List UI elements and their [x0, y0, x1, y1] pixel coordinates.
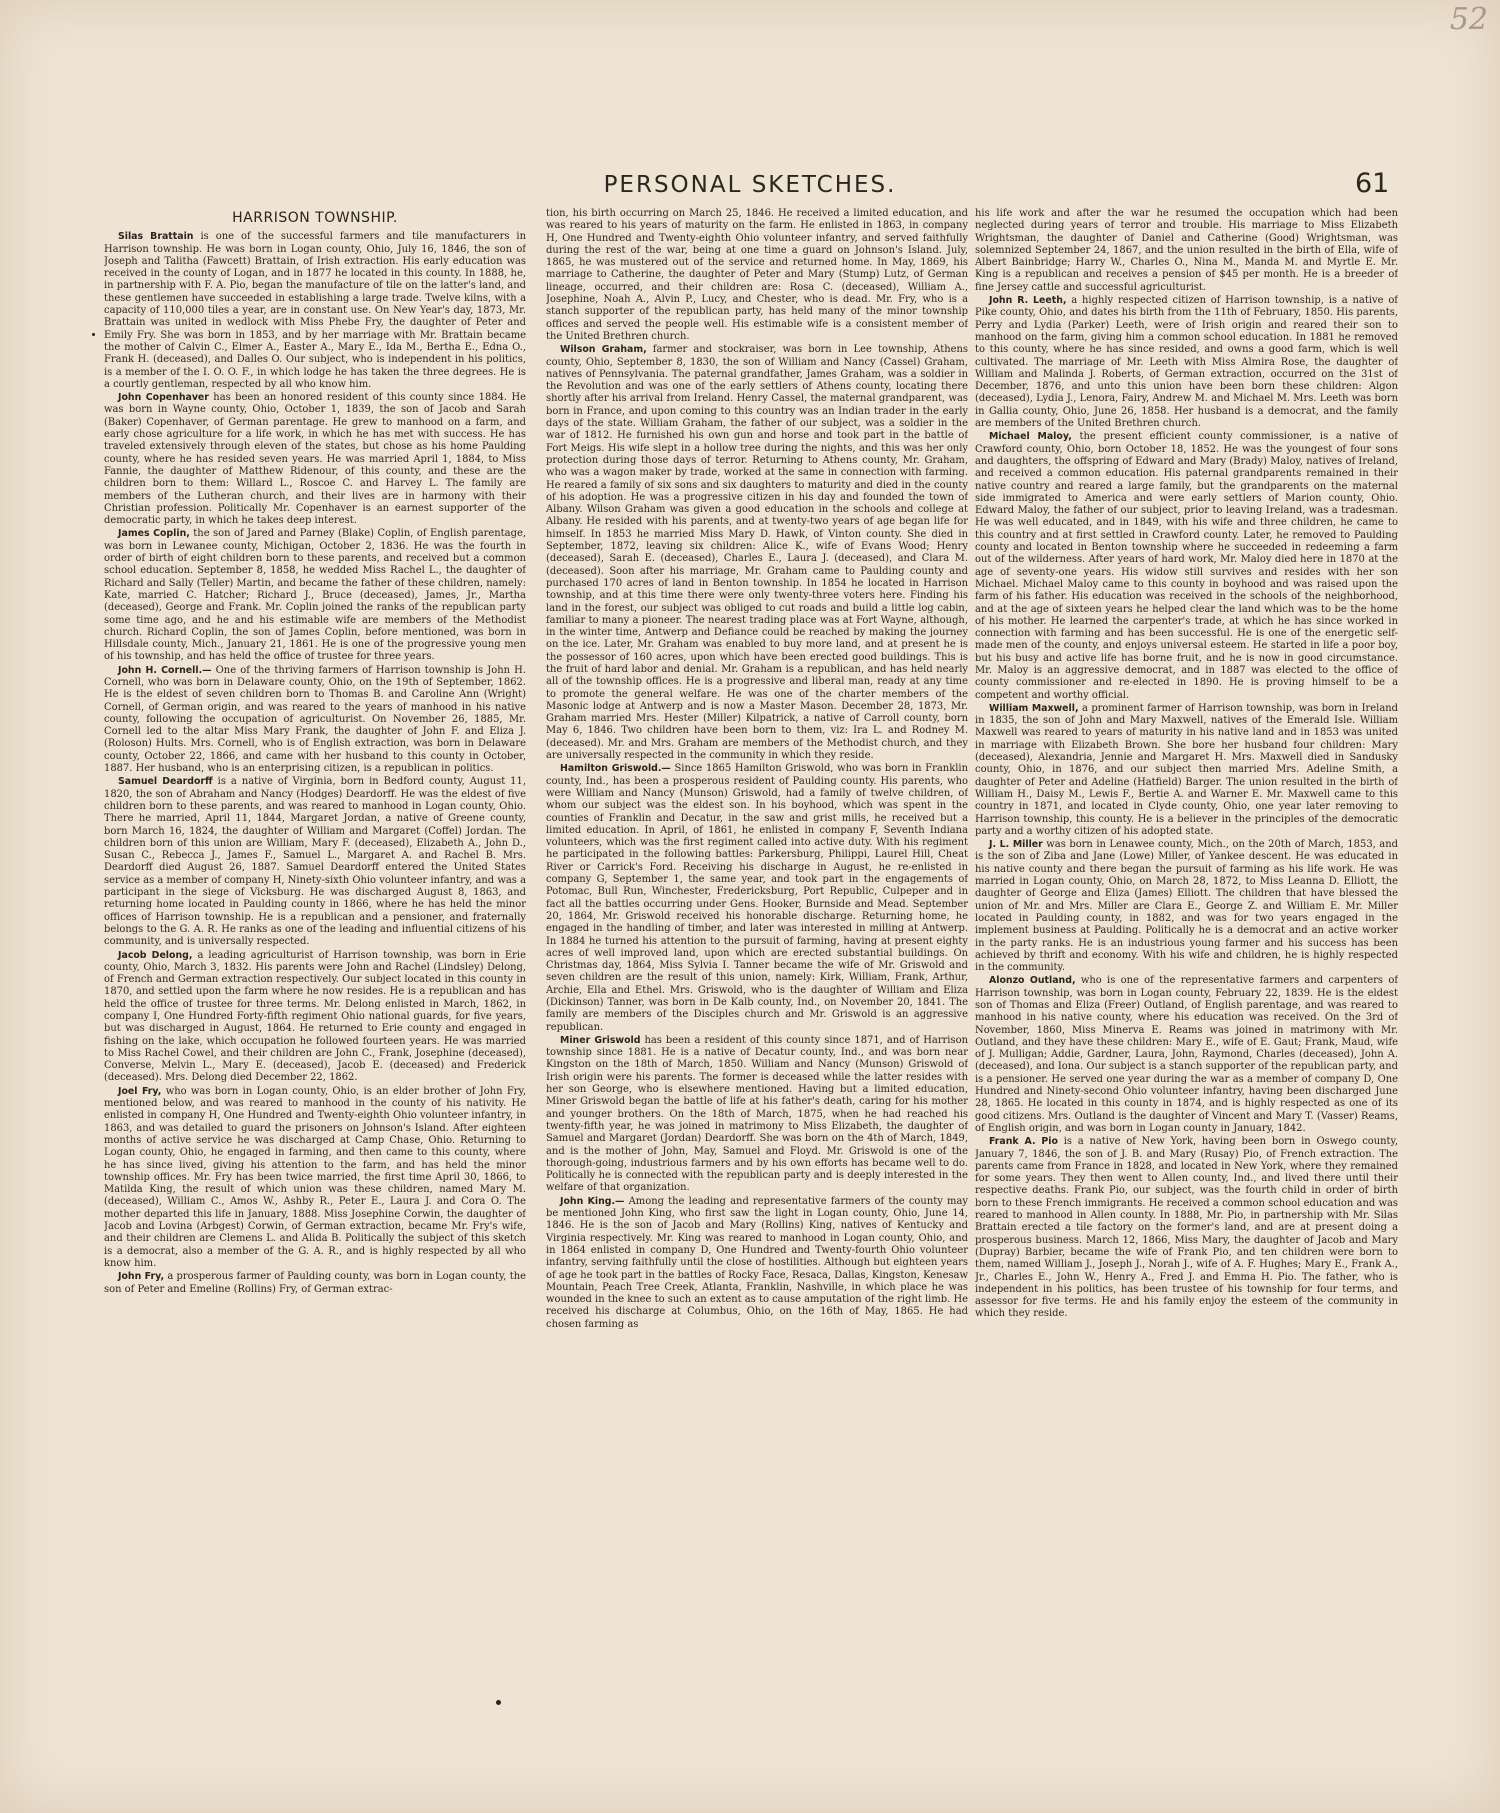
text-column-3	[975, 208, 1398, 1768]
sketch-name: William Maxwell,	[989, 702, 1079, 714]
archive-mark: 52	[1449, 2, 1488, 37]
sketch-paragraph	[104, 776, 526, 948]
sketch-paragraph	[104, 950, 526, 1085]
sketch-name: John Copenhaver	[118, 392, 209, 404]
sketch-paragraph	[546, 208, 968, 343]
sketch-name: Wilson Graham,	[560, 344, 647, 356]
sketch-paragraph	[975, 839, 1398, 974]
sketch-name: J. L. Miller	[989, 839, 1043, 851]
sketch-paragraph	[975, 975, 1398, 1135]
print-dot	[496, 1700, 501, 1705]
sketch-text: who was born in Logan county, Ohio, is an elder brother of John Fry, mentioned below, and was reared to manhood in the county of his nativity. He enlisted in company H, One Hundred and Twenty-eighth Ohio volunteer infantry, in 1863, and was detailed to guard the prisoners on Johnson's Island. After eighteen months of active service he was discharged at Camp Chase, Ohio. Returning to Logan county, Ohio, he engaged in farming, and then came to this county, where he has since lived, giving his attention to the farm, and has held the minor township offices. Mr. Fry has been twice married, the first time April 30, 1866, to Matilda King, the result of which union was these children, named Mary M. (deceased), William C., Amos W., Ashby R., Peter E., Laura J. and Cora O. The mother departed this life in January, 1888. Miss Josephine Corwin, the daughter of Jacob and Lovina (Arbgest) Corwin, of German extraction, became Mr. Fry's wife, and their children are Clemens L. and Alida B. Politically the subject of this sketch is a democrat, also a member of the G. A. R., and is highly respected by all who know him.	[104, 1085, 526, 1269]
sketch-paragraph	[546, 1035, 968, 1195]
column-body	[104, 231, 526, 1296]
sketch-paragraph	[104, 528, 526, 663]
text-column-2	[546, 208, 968, 1768]
sketch-text: has been an honored resident of this county since 1884. He was born in Wayne county, Ohio, October 1, 1839, the son of Jacob and Sarah (Baker) Copenhaver, of German parentage. He grew to manhood on a farm, and early chose agriculture for a life work, in which he has met with success. He has traveled extensively through eleven of the states, but chose as his home Paulding county, where he has resided seven years. He was married April 1, 1884, to Miss Fannie, the daughter of Matthew Ridenour, of this county, and these are the children born to them: Willard L., Roscoe C. and Harvey L. The family are members of the Lutheran church, and their lives are in harmony with their Christian profession. Politically Mr. Copenhaver is an earnest supporter of the democratic party, in which he takes deep interest.	[104, 392, 526, 527]
sketch-paragraph	[975, 703, 1398, 838]
sketch-text: a prominent farmer of Harrison township, was born in Ireland in 1835, the son of John and Mary Maxwell, natives of the Emerald Isle. William Maxwell was reared to years of maturity in his native land and in 1853 was united in marriage with Elizabeth Brown. She bore her husband four children: Mary (deceased), Alexandria, Jennie and Margaret H. Mrs. Maxwell died in Sandusky county, Ohio, in 1876, and our subject then married Mrs. Adeline Smith, a daughter of Peter and Adeline (Hatfield) Barger. The union resulted in the birth of William H., Daisy M., Lewis F., Bertie A. and Warner E. Mr. Maxwell came to this country in 1871, and located in Clyde county, Ohio, one year later removing to Harrison township, this county. He is a believer in the principles of the democratic party and a worthy citizen of his adopted state.	[975, 702, 1398, 837]
sketch-paragraph	[975, 1136, 1398, 1320]
sketch-text: is a native of Virginia, born in Bedford county, August 11, 1820, the son of Abraham and Nancy (Hodges) Deardorff. He was the eldest of five children born to these parents, and was reared to manhood in Logan county, Ohio. There he married, April 11, 1844, Margaret Jordan, a native of Greene county, born March 16, 1824, the daughter of William and Margaret (Coffel) Jordan. The children born of this union are William, Mary F. (deceased), Elizabeth A., John D., Susan C., Rebecca J., James F., Samuel L., Margaret A. and Rachel B. Mrs. Deardorff died August 26, 1887. Samuel Deardorff entered the United States service as a member of company H, Ninety-sixth Ohio volunteer infantry, and was a participant in the siege of Vicksburg. He was discharged August 8, 1863, and returning home located in Paulding county in 1866, where he has held the minor offices of Harrison township. He is a republican and a pensioner, and fraternally belongs to the G. A. R. He ranks as one of the leading and influential citizens of his community, and is universally respected.	[104, 776, 526, 948]
column-body	[546, 208, 968, 1331]
sketch-paragraph	[104, 1271, 526, 1296]
sketch-name: John Fry,	[118, 1271, 165, 1283]
sketch-name: Michael Maloy,	[989, 431, 1072, 443]
sketch-paragraph	[546, 763, 968, 1034]
sketch-text: Since 1865 Hamilton Griswold, who was born in Franklin county, Ind., has been a prosperous resident of Paulding county. His parents, who were William and Nancy (Munson) Griswold, had a family of twelve children, of whom our subject was the eldest son. In his boyhood, which was spent in the counties of Franklin and Decatur, in the saw and grist mills, he received but a limited education. In April, of 1861, he enlisted in company F, Seventh Indiana volunteers, which was the first regiment called into active duty. With his regiment he participated in the following battles: Parkersburg, Philippi, Laurel Hill, Cheat River or Carrick's Ford. Receiving his discharge in August, he re-enlisted in company G, September 1, the same year, and took part in the engagements of Potomac, Bull Run, Winchester, Fredericksburg, Port Republic, Culpeper and in fact all the battles occurring under Gens. Hooker, Burnside and Mead. September 20, 1864, Mr. Griswold received his honorable discharge. Returning home, he engaged in the handling of timber, and later was interested in milling at Antwerp. In 1884 he turned his attention to the pursuit of farming, having at present eighty acres of well improved land, upon which are erected substantial buildings. On Christmas day, 1864, Miss Sylvia I. Tanner became the wife of Mr. Griswold and seven children are the result of this union, namely: Kirk, William, Frank, Arthur, Archie, Ella and Ethel. Mrs. Griswold, who is the daughter of William and Eliza (Dickinson) Tanner, was born in De Kalb county, Ind., on November 20, 1841. The family are members of the Disciples church and Mr. Griswold is an aggressive republican.	[546, 763, 968, 1033]
sketch-name: Miner Griswold	[560, 1034, 641, 1046]
sketch-text: his life work and after the war he resumed the occupation which had been neglected during years of terror and trouble. His marriage to Miss Elizabeth Wrightsman, the daughter of Daniel and Catherine (Good) Wrightsman, was solemnized September 24, 1867, and the union resulted in the birth of Ella, wife of Albert Bainbridge; Harry W., Charles O., Nina M., Manda M. and Myrtle E. Mr. King is a republican and receives a pension of $45 per month. He is a breeder of fine Jersey cattle and successful agriculturist.	[975, 208, 1398, 293]
sketch-paragraph	[975, 295, 1398, 430]
sketch-name: James Coplin,	[118, 528, 190, 540]
sketch-name: Jacob Delong,	[118, 949, 193, 961]
sketch-name: Alonzo Outland,	[989, 975, 1076, 987]
sketch-text: Among the leading and representative farmers of the county may be mentioned John King, who first saw the light in Logan county, Ohio, June 14, 1846. He is the son of Jacob and Mary (Rollins) King, natives of Kentucky and Virginia respectively. Mr. King was reared to manhood in Logan county, Ohio, and in 1864 enlisted in company D, One Hundred and Twenty-fourth Ohio volunteer infantry, serving faithfully until the close of hostilities. Although but eighteen years of age he took part in the battles of Rocky Face, Resaca, Dallas, Kingston, Kenesaw Mountain, Peach Tree Creek, Atlanta, Franklin, Nashville, in which place he was wounded in the knee to such an extent as to cause amputation of the right limb. He received his discharge at Columbus, Ohio, on the 16th of May, 1865. He had chosen farming as	[546, 1195, 968, 1330]
sketch-name: Frank A. Pio	[989, 1136, 1058, 1148]
sketch-text: is one of the successful farmers and tile manufacturers in Harrison township. He was born in Logan county, Ohio, July 16, 1846, the son of Joseph and Talitha (Fawcett) Brattain, of Irish extraction. His early education was received in the county of Logan, and in 1877 he located in this county. In 1888, he, in partnership with F. A. Pio, began the manufacture of tile on the latter's land, and these gentlemen have succeeded in establishing a large trade. Twelve kilns, with a capacity of 110,000 tiles a year, are in constant use. On New Year's day, 1873, Mr. Brattain was united in wedlock with Miss Phebe Fry, the daughter of Peter and Emily Fry. She was born in 1853, and by her marriage with Mr. Brattain became the mother of Calvin C., Elmer A., Easter A., Mary E., Ida M., Bertha E., Edna O., Frank H. (deceased), and Dalles O. Our subject, who is independent in his politics, is a member of the I. O. O. F., in which lodge he has taken the three degrees. He is a courtly gentleman, respected by all who know him.	[104, 231, 526, 390]
sketch-name: Silas Brattain	[118, 231, 194, 243]
sketch-text: One of the thriving farmers of Harrison township is John H. Cornell, who was born in Delaware county, Ohio, on the 19th of September, 1862. He is the eldest of seven children born to Thomas B. and Caroline Ann (Wright) Cornell, of German origin, and was reared to the years of manhood in his native county, following the occupation of agriculturist. On November 26, 1885, Mr. Cornell led to the altar Miss Mary Frank, the daughter of John F. and Eliza J. (Roloson) Hults. Mrs. Cornell, who is of English extraction, was born in Delaware county, October 22, 1866, and came with her husband to this county in October, 1887. Her husband, who is an enterprising citizen, is a republican in politics.	[104, 664, 526, 775]
sketch-name: John King.—	[560, 1195, 625, 1207]
sketch-name: John R. Leeth,	[989, 295, 1067, 307]
sketch-paragraph	[104, 231, 526, 391]
sketch-paragraph	[546, 344, 968, 762]
sketch-text: has been a resident of this county since 1871, and of Harrison township since 1881. He is a native of Decatur county, Ind., and was born near Kingston on the 18th of March, 1850. William and Nancy (Munson) Griswold of Irish origin were his parents. The former is deceased while the latter resides with her son George, who is elsewhere mentioned. Having but a limited education, Miner Griswold began the battle of life at his father's death, caring for his mother and younger brothers. On the 18th of March, 1875, when he had reached his twenty-fifth year, he was joined in matrimony to Miss Elizabeth, the daughter of Samuel and Margaret (Jordan) Deardorff. She was born on the 4th of March, 1849, and is the mother of John, May, Samuel and Floyd. Mr. Griswold is one of the thorough-going, industrious farmers and by his own efforts has became well to do. Politically he is connected with the republican party and is deeply interested in the welfare of that organization.	[546, 1034, 968, 1194]
sketch-paragraph	[975, 208, 1398, 294]
page-header	[0, 168, 1500, 206]
sketch-text: farmer and stockraiser, was born in Lee township, Athens county, Ohio, September 8, 1830, the son of William and Nancy (Cassel) Graham, natives of Pennsylvania. The paternal grandfather, James Graham, was a soldier in the Revolution and was one of the early settlers of Athens county, locating there shortly after his arrival from Ireland. Henry Cassel, the maternal grandparent, was born in France, and upon coming to this country was an Indian trader in the early days of the state. William Graham, the father of our subject, was a soldier in the war of 1812. He furnished his own gun and horse and took part in the battle of Fort Meigs. His wife slept in a hollow tree during the nights, and this was her only protection during those days of terror. Returning to Athens county, Mr. Graham, who was a wagon maker by trade, worked at the same in connection with farming. He reared a family of six sons and six daughters to maturity and died in the county of his adoption. He was a progressive citizen in his day and founded the town of Albany. Wilson Graham was given a good education in the schools and college at Albany. He resided with his parents, and at twenty-two years of age began life for himself. In 1853 he married Miss Mary D. Hawk, of Vinton county. She died in September, 1872, leaving six children: Alice K., wife of Evans Wood; Henry (deceased), Sarah E. (deceased), Charles E., Laura J. (deceased), and Clara M. (deceased). Soon after his marriage, Mr. Graham came to Paulding county and purchased 170 acres of land in Benton township. In 1854 he located in Harrison township, and at this time there were only twenty-three voters here. Finding his land in the forest, our subject was obliged to cut roads and build a little log cabin, familiar to many a pioneer. The nearest trading place was at Fort Wayne, although, in the winter time, Antwerp and Defiance could be reached by making the journey on the ice. Later, Mr. Graham was enabled to buy more land, and at present he is the possessor of 160 acres, upon which have been erected good buildings. This is the fruit of hard labor and denial. Mr. Graham is a republican, and has held nearly all of the township offices. He is a progressive and liberal man, ready at any time to promote the general welfare. He was one of the charter members of the Masonic lodge at Antwerp and is now a Master Mason. December 28, 1873, Mr. Graham married Mrs. Hester (Miller) Kilpatrick, a native of Carroll county, born May 6, 1846. Two children have been born to them, viz: Ira L. and Rodney M. (deceased). Mr. and Mrs. Graham are members of the Methodist church, and they are universally respected in the community in which they reside.	[546, 344, 968, 762]
sketch-paragraph	[975, 431, 1398, 702]
sketch-text: is a native of New York, having been born in Oswego county, January 7, 1846, the son of J. B. and Mary (Rusay) Pio, of French extraction. The parents came from France in 1828, and located in New York, where they remained for some years. They then went to Allen county, Ind., and lived there until their respective deaths. Frank Pio, our subject, was the fourth child in order of birth born to these French immigrants. He received a common school education and was reared to manhood in Allen county. In 1888, Mr. Pio, in partnership with Mr. Silas Brattain erected a tile factory on the former's land, and are at present doing a prosperous business. March 12, 1866, Miss Mary, the daughter of Jacob and Mary (Dupray) Barbier, became the wife of Frank Pio, and ten children were born to them, named William J., Joseph J., Norah J., wife of A. F. Hughes; Mary E., Frank A., Jr., Charles E., John W., Henry A., Fred J. and Emma H. Pio. The father, who is independent in his politics, has been trustee of his township for four terms, and assessor for five terms. He and his family enjoy the esteem of the community in which they reside.	[975, 1136, 1398, 1320]
sketch-text: the present efficient county commissioner, is a native of Crawford county, Ohio, born October 18, 1852. He was the youngest of four sons and daughters, the offspring of Edward and Mary (Brady) Maloy, natives of Ireland, and received a common education. His paternal grandparents remained in their native country and reared a large family, but the grandparents on the maternal side immigrated to America and were early settlers of Marion county, Ohio. Edward Maloy, the father of our subject, prior to leaving Ireland, was a tradesman. He was well educated, and in 1849, with his wife and three children, he came to this country and at first settled in Crawford county. Later, he removed to Paulding county and located in Benton township where he succeeded in redeeming a farm out of the wilderness. After years of hard work, Mr. Maloy died here in 1870 at the age of seventy-one years. His widow still survives and resides with her son Michael. Michael Maloy came to this county in boyhood and was raised upon the farm of his father. His education was received in the schools of the neighborhood, and at the age of sixteen years he helped clear the land which was to be the home of his mother. He learned the carpenter's trade, at which he has since worked in connection with farming and has been successful. He is one of the energetic self-made men of the county, and enjoys universal esteem. He started in life a poor boy, but his busy and active life has borne fruit, and he is now in good circumstance. Mr. Maloy is an aggressive democrat, and in 1887 was elected to the office of county commissioner and re-elected in 1890. He is proving himself to be a competent and worthy official.	[975, 431, 1398, 701]
margin-mark	[92, 333, 95, 336]
sketch-paragraph	[104, 1086, 526, 1270]
sketch-text: a leading agriculturist of Harrison township, was born in Erie county, Ohio, March 3, 1832. His parents were John and Rachel (Lindsley) Delong, of French and German extraction respectively. Our subject located in this county in 1870, and settled upon the farm where he now resides. He is a republican and has held the office of trustee for three terms. Mr. Delong enlisted in March, 1862, in company I, One Hundred Forty-fifth regiment Ohio national guards, for five years, but was discharged in August, 1864. He returned to Erie county and engaged in fishing on the lake, which occupation he followed fourteen years. He was married to Miss Rachel Cowel, and their children are John C., Frank, Josephine (deceased), Converse, Melvin L., Mary E. (deceased), Jacob E. (deceased) and Frederick (deceased). Mrs. Delong died December 22, 1862.	[104, 949, 526, 1084]
sketch-text: who is one of the representative farmers and carpenters of Harrison township, was born in Logan county, February 22, 1839. He is the eldest son of Thomas and Eliza (Freer) Outland, of English parentage, and was reared to manhood in his native county, where his education was received. On the 3rd of November, 1860, Miss Minerva E. Reams was joined in matrimony with Mr. Outland, and they have these children: Mary E., wife of E. Gaut; Frank, Maud, wife of J. Mulligan; Addie, Gardner, Laura, John, Raymond, Charles (deceased), John A. (deceased), and Iona. Our subject is a stanch supporter of the republican party, and is a pensioner. He served one year during the war as a member of company D, One Hundred and Ninety-second Ohio volunteer infantry, having been discharged June 28, 1865. He located in this county in 1874, and is highly respected as one of its good citizens. Mrs. Outland is the daughter of Vincent and Mary T. (Vasser) Reams, of English origin, and was born in Logan county in January, 1842.	[975, 975, 1398, 1134]
sketch-text: was born in Lenawee county, Mich., on the 20th of March, 1853, and is the son of Ziba and Jane (Lowe) Miller, of Yankee descent. He was educated in his native county and there began the pursuit of farming as his life work. He was married in Logan county, Ohio, on March 28, 1872, to Miss Leanna D. Elliott, the daughter of George and Eliza (James) Elliott. The children that have blessed the union of Mr. and Mrs. Miller are Clara E., George Z. and William E. Mr. Miller located in Paulding county, in 1882, and was for two years engaged in the implement business at Paulding. Politically he is a democrat and an active worker in the party ranks. He is an industrious young farmer and his success has been achieved by thrift and economy. With his wife and children, he is highly respected in the community.	[975, 839, 1398, 974]
text-column-1	[104, 208, 526, 1768]
sketch-text: a prosperous farmer of Paulding county, was born in Logan county, the son of Peter and Emeline (Rollins) Fry, of German extrac-	[104, 1271, 526, 1295]
sketch-name: Samuel Deardorff	[118, 776, 213, 788]
sketch-text: a highly respected citizen of Harrison township, is a native of Pike county, Ohio, and dates his birth from the 11th of February, 1850. His parents, Perry and Lydia (Parker) Leeth, were of Irish origin and reared their son to manhood on the farm, giving him a common school education. In 1881 he removed to this county, where he has since resided, and owns a good farm, which is well cultivated. The marriage of Mr. Leeth with Miss Almira Rose, the daughter of William and Malinda J. Roberts, of German extraction, occurred on the 31st of December, 1876, and unto this union have been born these children: Algon (deceased), Lydia J., Lenora, Fairy, Andrew M. and Michael M. Mrs. Leeth was born in Gallia county, Ohio, June 26, 1858. Her husband is a democrat, and the family are members of the United Brethren church.	[975, 295, 1398, 430]
sketch-name: Joel Fry,	[118, 1085, 162, 1097]
sketch-paragraph	[546, 1196, 968, 1331]
sketch-name: Hamilton Griswold.—	[560, 763, 671, 775]
sketch-text: tion, his birth occurring on March 25, 1846. He received a limited education, and was reared to his years of maturity on the farm. He enlisted in 1863, in company H, One Hundred and Twenty-eighth Ohio volunteer infantry, and served faithfully during the rest of the war, being at one time a guard on Johnson's Island. July, 1865, he was mustered out of the service and returned home. In May, 1869, his marriage to Catherine, the daughter of Peter and Mary (Stump) Lutz, of German lineage, occurred, and their children are: Rosa C. (deceased), William A., Josephine, Noah A., Alvin P., Lucy, and Chester, who is dead. Mr. Fry, who is a stanch supporter of the republican party, has held many of the minor township offices and served the people well. His estimable wife is a consistent member of the United Brethren church.	[546, 208, 968, 342]
column-body	[975, 208, 1398, 1321]
sketch-name: John H. Cornell.—	[118, 664, 212, 676]
sketch-paragraph	[104, 392, 526, 527]
page-number: 61	[1355, 168, 1390, 199]
section-heading: HARRISON TOWNSHIP.	[232, 210, 398, 226]
page-title: PERSONAL SKETCHES.	[603, 172, 897, 198]
sketch-paragraph	[104, 665, 526, 776]
sketch-text: the son of Jared and Parney (Blake) Coplin, of English parentage, was born in Lewanee county, Michigan, October 2, 1836. He was the fourth in order of birth of eight children born to these parents, and received but a common school education. September 8, 1858, he wedded Miss Rachel L., the daughter of Richard and Sally (Teller) Martin, and became the father of these children, namely: Kate, married C. Hatcher; Richard J., Bruce (deceased), James, Jr., Martha (deceased), George and Frank. Mr. Coplin joined the ranks of the republican party some time ago, and he and his estimable wife are members of the Methodist church. Richard Coplin, the son of James Coplin, before mentioned, was born in Hillsdale county, Mich., January 21, 1861. He is one of the progressive young men of his township, and has held the office of trustee for three years.	[104, 528, 526, 663]
